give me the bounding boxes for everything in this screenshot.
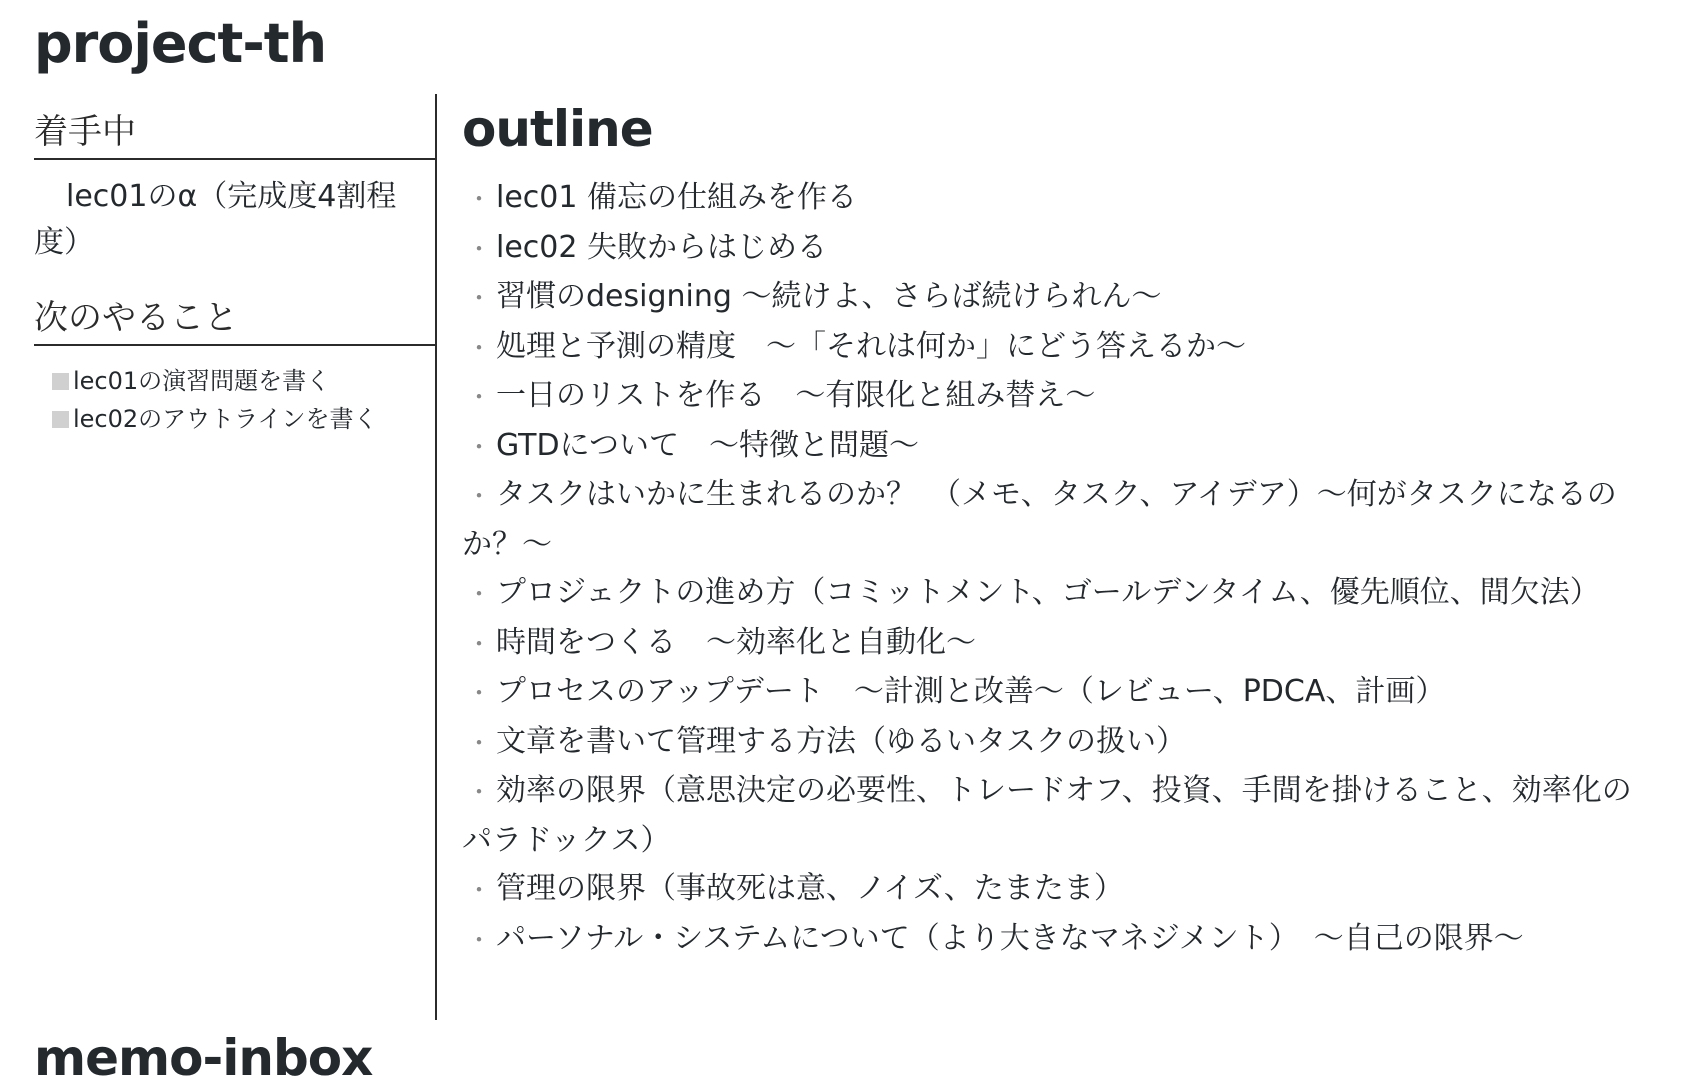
bullet-icon: ・ bbox=[467, 432, 491, 461]
todo-item bbox=[52, 362, 436, 400]
outline-item-text: 効率の限界（意思決定の必要性、トレードオフ、投資、手間を掛けること、効率化のパラドックス） bbox=[462, 773, 1632, 858]
page-title: project-th bbox=[34, 12, 327, 75]
todo-item-label: lec02のアウトラインを書く bbox=[73, 405, 378, 433]
main-content bbox=[462, 98, 1652, 964]
outline-item bbox=[462, 422, 1652, 472]
todo-list bbox=[52, 362, 436, 438]
outline-item bbox=[462, 174, 1652, 224]
bullet-icon: ・ bbox=[467, 629, 491, 658]
bullet-icon: ・ bbox=[467, 580, 491, 608]
outline-item-text: 時間をつくる 〜効率化と自動化〜 bbox=[496, 624, 976, 660]
outline-item bbox=[462, 668, 1652, 718]
outline-item-text: 処理と予測の精度 〜「それは何か」にどう答えるか〜 bbox=[496, 328, 1246, 364]
outline-list bbox=[462, 174, 1652, 964]
bullet-icon: ・ bbox=[467, 482, 491, 510]
outline-item-text: GTDについて 〜特徴と問題〜 bbox=[496, 427, 920, 463]
outline-item bbox=[462, 767, 1652, 865]
outline-item-text: 一日のリストを作る 〜有限化と組み替え〜 bbox=[496, 378, 1096, 413]
outline-item bbox=[462, 915, 1652, 965]
bullet-icon: ・ bbox=[467, 728, 491, 757]
bullet-icon: ・ bbox=[467, 284, 491, 312]
outline-item bbox=[462, 569, 1652, 619]
outline-item-text: 習慣のdesigning 〜続けよ、さらば続けられん〜 bbox=[496, 279, 1162, 314]
bullet-icon: ・ bbox=[467, 185, 491, 213]
outline-item bbox=[462, 471, 1652, 569]
todo-item-label: lec01の演習問題を書く bbox=[73, 367, 331, 395]
memo-inbox-title: memo-inbox bbox=[34, 1029, 373, 1087]
bullet-icon: ・ bbox=[467, 333, 491, 362]
outline-item-text: lec02 失敗からはじめる bbox=[496, 229, 827, 265]
outline-item bbox=[462, 224, 1652, 274]
bullet-icon: ・ bbox=[467, 778, 491, 806]
outline-item bbox=[462, 619, 1652, 669]
next-tasks-heading: 次のやること bbox=[34, 296, 436, 346]
outline-item-text: lec01 備忘の仕組みを作る bbox=[496, 180, 857, 215]
bullet-icon: ・ bbox=[467, 383, 491, 411]
outline-heading: outline bbox=[462, 100, 653, 158]
checkbox[interactable] bbox=[52, 411, 69, 428]
bullet-icon: ・ bbox=[467, 925, 491, 954]
bullet-icon: ・ bbox=[467, 876, 491, 904]
outline-item bbox=[462, 372, 1652, 422]
column-divider bbox=[435, 94, 437, 1020]
outline-item-text: プロセスのアップデート 〜計測と改善〜（レビュー、PDCA、計画） bbox=[496, 674, 1446, 709]
sidebar bbox=[34, 96, 436, 438]
outline-item-text: 管理の限界（事故死は意、ノイズ、たまたま） bbox=[496, 871, 1124, 906]
checkbox[interactable] bbox=[52, 373, 69, 390]
todo-item bbox=[52, 400, 436, 438]
outline-item bbox=[462, 323, 1652, 373]
bullet-icon: ・ bbox=[467, 679, 491, 707]
outline-item-text: プロジェクトの進め方（コミットメント、ゴールデンタイム、優先順位、間欠法） bbox=[496, 575, 1600, 610]
outline-item-text: 文章を書いて管理する方法（ゆるいタスクの扱い） bbox=[496, 723, 1186, 759]
outline-item-text: タスクはいかに生まれるのか？ （メモ、タスク、アイデア）〜何がタスクになるのか？〜 bbox=[462, 477, 1617, 562]
in-progress-text: lec01のα（完成度4割程度） bbox=[34, 179, 397, 260]
in-progress-heading: 着手中 bbox=[34, 110, 436, 160]
outline-item-text: パーソナル・システムについて（より大きなマネジメント） 〜自己の限界〜 bbox=[496, 920, 1524, 956]
outline-item bbox=[462, 273, 1652, 323]
bullet-icon: ・ bbox=[467, 234, 491, 263]
outline-item bbox=[462, 865, 1652, 915]
outline-item bbox=[462, 718, 1652, 768]
